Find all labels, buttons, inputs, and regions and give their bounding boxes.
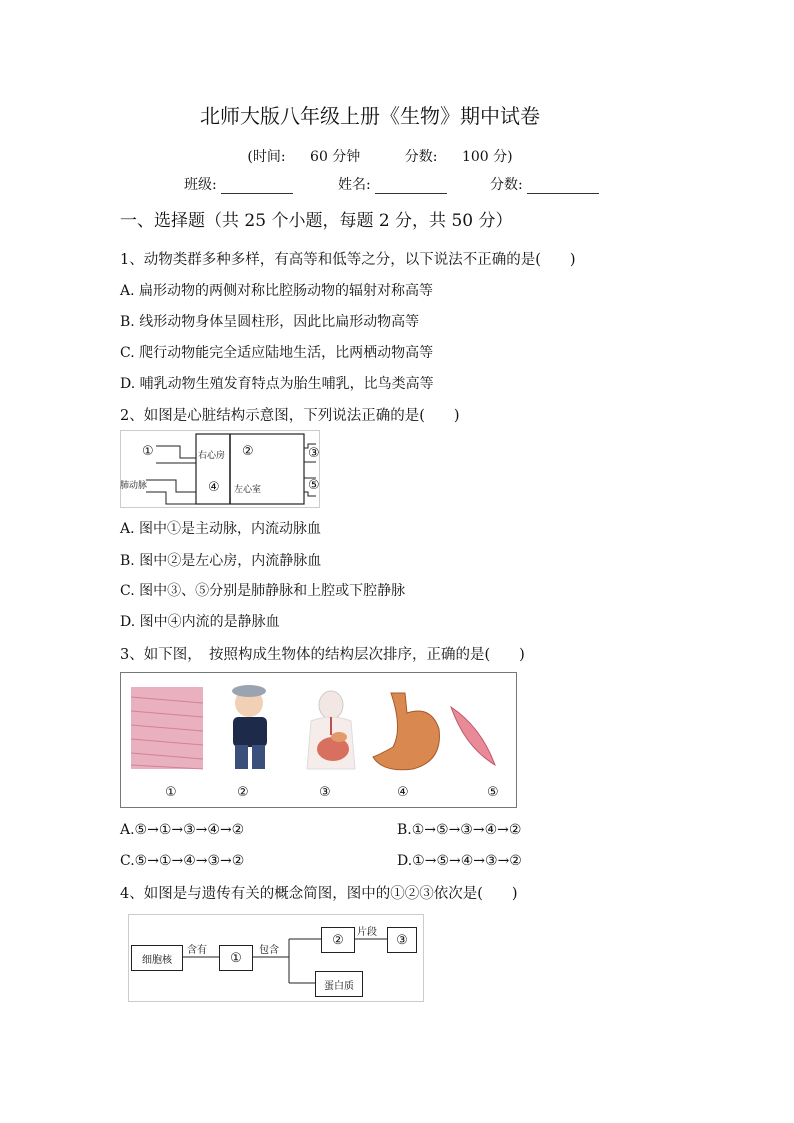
score-field: 分数:: [490, 174, 599, 194]
segment-label: 片段: [357, 927, 377, 938]
q2-option-b[interactable]: B. 图中②是左心房，内流静脉血: [120, 553, 322, 569]
question-4-stem: 4、如图是与遗传有关的概念简图，图中的①②③依次是( ): [120, 886, 518, 902]
q2-option-d[interactable]: D. 图中④内流的是静脉血: [120, 614, 280, 630]
question-3-stem: 3、如下图， 按照构成生物体的结构层次排序，正确的是( ): [120, 647, 525, 663]
time-label: (时间: 60 分钟: [247, 149, 361, 165]
concept-box-3: ③: [387, 927, 417, 953]
figure3-label-2: ②: [237, 785, 249, 800]
q1-option-b[interactable]: B. 线形动物身体呈圆柱形，因此比扁形动物高等: [120, 314, 420, 330]
figure3-label-3: ③: [319, 785, 331, 800]
genetics-concept-figure: [128, 914, 424, 1002]
q3-option-c[interactable]: C.⑤→①→④→③→②: [120, 853, 245, 869]
score-blank[interactable]: [527, 177, 599, 194]
q2-option-a[interactable]: A. 图中①是主动脉，内流动脉血: [120, 521, 322, 537]
concept-box-1: ①: [219, 945, 253, 971]
q3-option-d[interactable]: D.①→⑤→④→③→②: [397, 853, 522, 869]
class-field: 班级:: [184, 174, 293, 194]
heart-label-5: ⑤: [308, 478, 320, 493]
q1-option-c[interactable]: C. 爬行动物能完全适应陆地生活，比两栖动物高等: [120, 345, 434, 361]
pulmonary-artery-label: 肺动脉: [120, 481, 148, 491]
heart-diagram-svg: [120, 430, 320, 508]
contains-label: 含有: [187, 945, 207, 956]
heart-label-1: ①: [142, 444, 154, 459]
concept-box-2: ②: [321, 927, 355, 953]
figure3-label-5: ⑤: [487, 785, 499, 800]
section-heading: 一、选择题（共 25 个小题，每题 2 分，共 50 分）: [120, 211, 513, 231]
heart-label-4: ④: [208, 480, 220, 495]
q1-option-d[interactable]: D. 哺乳动物生殖发育特点为胎生哺乳，比鸟类高等: [120, 376, 434, 392]
left-ventricle-label: 左心室: [234, 485, 262, 495]
structure-levels-figure: [120, 672, 517, 808]
question-1-stem: 1、动物类群多种多样，有高等和低等之分，以下说法不正确的是( ): [120, 252, 576, 268]
class-blank[interactable]: [221, 177, 293, 194]
figure3-label-4: ④: [397, 785, 409, 800]
protein-box: 蛋白质: [315, 971, 363, 997]
nucleus-box: 细胞核: [131, 945, 183, 971]
heart-label-3: ③: [308, 446, 320, 461]
name-field: 姓名:: [338, 174, 447, 194]
q2-option-c[interactable]: C. 图中③、⑤分别是肺静脉和上腔或下腔静脉: [120, 583, 406, 599]
heart-label-2: ②: [242, 444, 254, 459]
exam-meta: [0, 146, 760, 166]
includes-label: 包含: [259, 945, 279, 956]
right-atrium-label: 右心房: [198, 451, 226, 461]
q3-option-a[interactable]: A.⑤→①→③→④→②: [120, 822, 245, 838]
question-2-stem: 2、如图是心脏结构示意图，下列说法正确的是( ): [120, 408, 460, 424]
q1-option-a[interactable]: A. 扁形动物的两侧对称比腔肠动物的辐射对称高等: [120, 283, 434, 299]
figure3-label-1: ①: [165, 785, 177, 800]
heart-diagram: [120, 430, 320, 508]
q3-option-b[interactable]: B.①→⑤→③→④→②: [397, 822, 522, 838]
page-title: 北师大版八年级上册《生物》期中试卷: [200, 104, 540, 128]
score-meta: 分数: 100 分): [404, 149, 513, 165]
name-blank[interactable]: [375, 177, 447, 194]
